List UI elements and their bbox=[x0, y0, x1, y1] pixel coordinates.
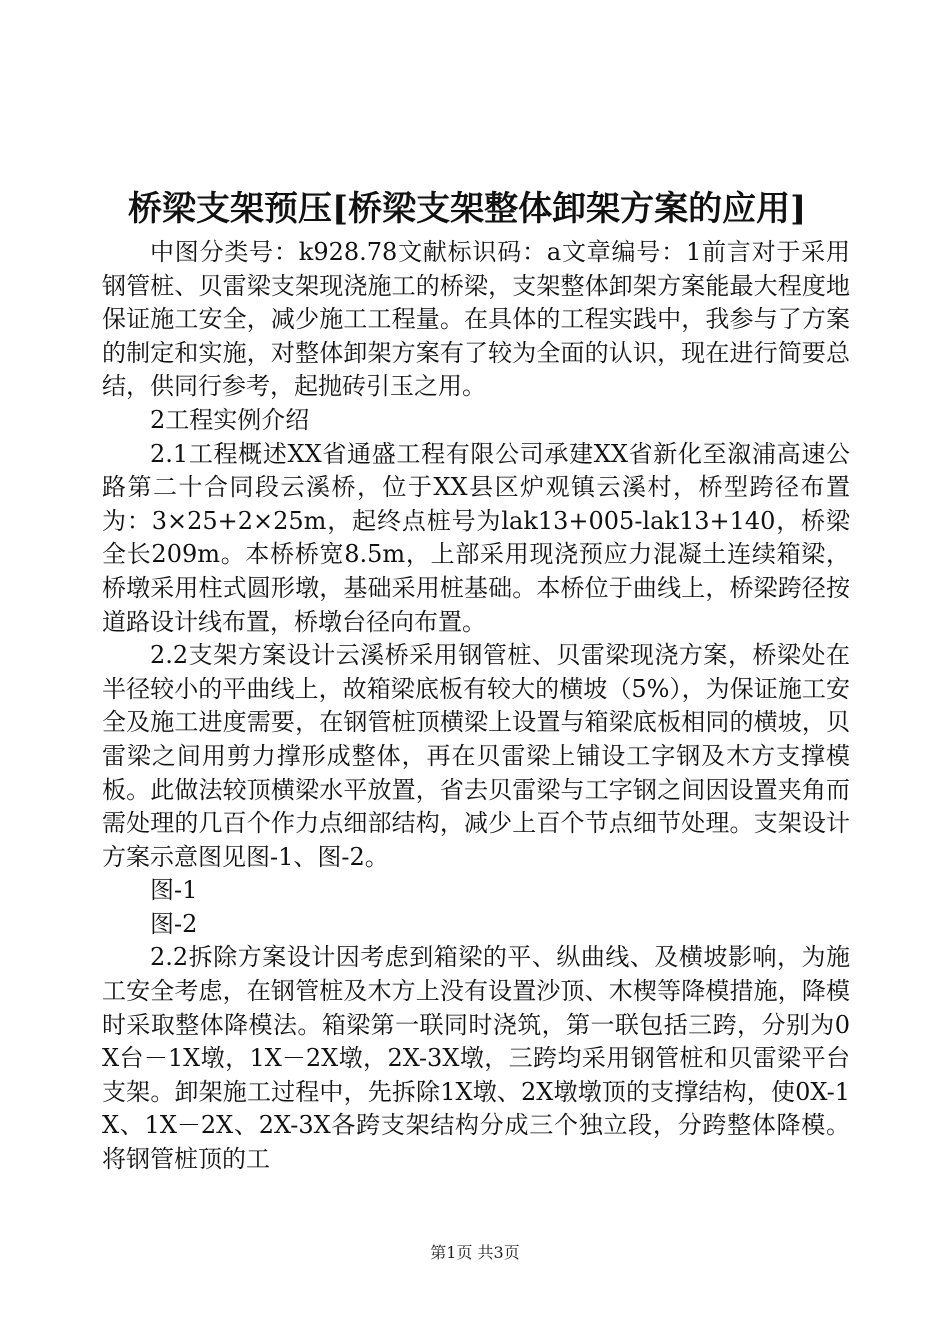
document-body bbox=[102, 236, 850, 1177]
figure-label-1: 图-1 bbox=[150, 876, 198, 905]
paragraph-overview: 2.1工程概述XX省通盛工程有限公司承建XX省新化至溆浦高速公路第二十合同段云溪桥，位于XX县区炉观镇云溪村，桥型跨径布置为：3×25+2×25m，起终点桩号为lak13+005-lak13+140，桥梁全长209m。本桥桥宽8.5m，上部采用现浇预应力混凝土连续箱梁，桥墩采用柱式圆形墩，基础采用桩基础。本桥位于曲线上，桥梁跨径按道路设计线布置，桥墩台径向布置。 bbox=[102, 439, 850, 636]
section-heading-case: 2工程实例介绍 bbox=[150, 405, 310, 434]
paragraph-removal-design: 2.2拆除方案设计因考虑到箱梁的平、纵曲线、及横坡影响，为施工安全考虑，在钢管桩及木方上没有设置沙顶、木楔等降模措施，降模时采取整体降模法。箱梁第一联同时浇筑，第一联包括三跨，分别为0X台－1X墩，1X－2X墩，2X-3X墩，三跨均采用钢管桩和贝雷梁平台支架。卸架施工过程中，先拆除1X墩、2X墩墩顶的支撑结构，使0X-1X、1X－2X、2X-3X各跨支架结构分成三个独立段，分跨整体降模。将钢管桩顶的工 bbox=[102, 943, 850, 1174]
figure-label-2: 图-2 bbox=[150, 909, 198, 938]
paragraph-intro: 中图分类号：k928.78文献标识码：a文章编号：1前言对于采用钢管桩、贝雷梁支架现浇施工的桥梁，支架整体卸架方案能最大程度地保证施工安全，减少施工工程量。在具体的工程实践中，我参与了方案的制定和实施，对整体卸架方案有了较为全面的认识，现在进行简要总结，供同行参考，起抛砖引玉之用。 bbox=[102, 238, 850, 401]
page-number-footer: 第1页 共3页 bbox=[430, 1243, 520, 1262]
document-title: 桥梁支架预压[桥梁支架整体卸架方案的应用] bbox=[128, 189, 807, 229]
paragraph-support-design: 2.2支架方案设计云溪桥采用钢管桩、贝雷梁现浇方案，桥梁处在半径较小的平曲线上，故箱梁底板有较大的横坡（5%），为保证施工安全及施工进度需要，在钢管桩顶横梁上设置与箱梁底板相同的横坡，贝雷梁之间用剪力撑形成整体，再在贝雷梁上铺设工字钢及木方支撑模板。此做法较顶横梁水平放置，省去贝雷梁与工字钢之间因设置夹角而需处理的几百个作力点细部结构，减少上百个节点细节处理。支架设计方案示意图见图-1、图-2。 bbox=[102, 641, 850, 871]
